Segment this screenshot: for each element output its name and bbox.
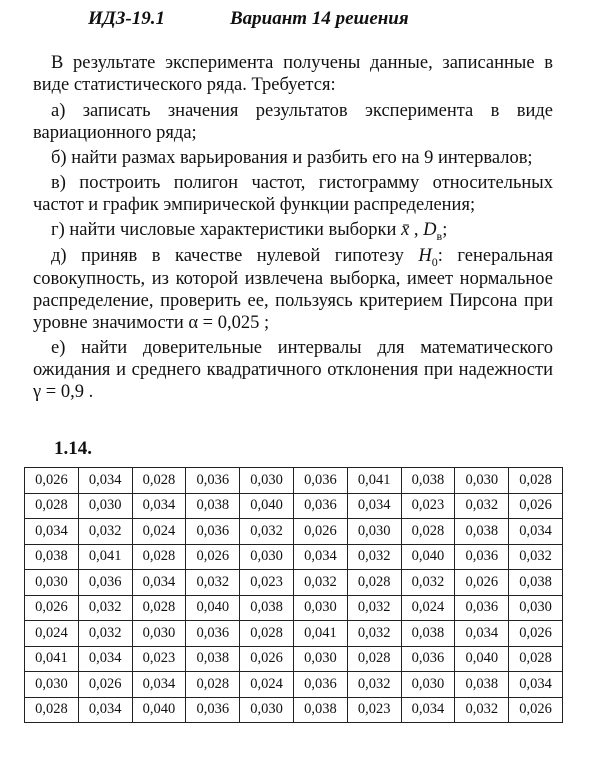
- data-table-body: [25, 468, 563, 723]
- table-cell: 0,032: [347, 621, 401, 647]
- table-cell: 0,026: [240, 646, 294, 672]
- table-cell: 0,036: [293, 672, 347, 698]
- table-cell: 0,038: [240, 595, 294, 621]
- table-cell: 0,034: [509, 672, 563, 698]
- sample-variance-subscript: в: [436, 229, 443, 243]
- table-row: [25, 646, 563, 672]
- task-item-f: е) найти доверительные интервалы для математического ожидания и среднего квадратичного отклонения при надежности γ = 0,9 .: [33, 338, 553, 402]
- table-cell: 0,032: [186, 570, 240, 596]
- task-item-c: в) построить полигон частот, гистограмму относительных частот и график эмпирической функции распределения;: [33, 173, 553, 215]
- table-cell: 0,023: [240, 570, 294, 596]
- table-cell: 0,034: [347, 493, 401, 519]
- table-cell: 0,026: [509, 621, 563, 647]
- table-cell: 0,030: [25, 570, 79, 596]
- table-cell: 0,032: [347, 544, 401, 570]
- table-cell: 0,040: [455, 646, 509, 672]
- task-item-e: [33, 245, 553, 334]
- task-item-d-comma: ,: [409, 220, 424, 240]
- task-item-b: б) найти размах варьирования и разбить его на 9 интервалов;: [51, 148, 533, 168]
- table-cell: 0,030: [78, 493, 132, 519]
- table-cell: 0,024: [132, 519, 186, 545]
- table-cell: 0,038: [186, 493, 240, 519]
- table-cell: 0,034: [78, 468, 132, 494]
- table-cell: 0,026: [186, 544, 240, 570]
- table-cell: 0,034: [25, 519, 79, 545]
- table-cell: 0,028: [132, 595, 186, 621]
- table-cell: 0,028: [132, 468, 186, 494]
- table-cell: 0,038: [25, 544, 79, 570]
- table-cell: 0,030: [240, 468, 294, 494]
- page-header: [0, 8, 598, 34]
- table-row: [25, 570, 563, 596]
- table-cell: 0,040: [240, 493, 294, 519]
- table-cell: 0,036: [293, 468, 347, 494]
- table-cell: 0,028: [347, 646, 401, 672]
- task-intro: В результате эксперимента получены данные, записанные в виде статистического ряда. Требуется:: [33, 53, 553, 95]
- table-cell: 0,030: [347, 519, 401, 545]
- table-row: [25, 493, 563, 519]
- table-cell: 0,028: [347, 570, 401, 596]
- table-cell: 0,038: [455, 672, 509, 698]
- table-cell: 0,032: [509, 544, 563, 570]
- table-cell: 0,041: [78, 544, 132, 570]
- table-cell: 0,034: [78, 697, 132, 723]
- table-cell: 0,036: [78, 570, 132, 596]
- table-cell: 0,040: [186, 595, 240, 621]
- table-row: [25, 468, 563, 494]
- table-cell: 0,030: [293, 646, 347, 672]
- table-row: [25, 621, 563, 647]
- table-cell: 0,030: [132, 621, 186, 647]
- table-cell: 0,026: [25, 595, 79, 621]
- table-cell: 0,026: [293, 519, 347, 545]
- table-cell: 0,032: [455, 697, 509, 723]
- table-row: [25, 697, 563, 723]
- table-cell: 0,032: [347, 672, 401, 698]
- table-cell: 0,034: [78, 646, 132, 672]
- table-cell: 0,032: [240, 519, 294, 545]
- hypothesis-symbol: H: [418, 246, 432, 266]
- table-cell: 0,028: [509, 468, 563, 494]
- table-cell: 0,036: [293, 493, 347, 519]
- table-cell: 0,026: [455, 570, 509, 596]
- table-cell: 0,038: [455, 519, 509, 545]
- table-cell: 0,026: [78, 672, 132, 698]
- table-cell: 0,041: [293, 621, 347, 647]
- table-cell: 0,036: [186, 519, 240, 545]
- table-cell: 0,032: [347, 595, 401, 621]
- table-cell: 0,023: [401, 493, 455, 519]
- task-item-d-suffix: ;: [442, 220, 448, 240]
- task-item-e-prefix: д) приняв в качестве нулевой гипотезу: [51, 246, 419, 266]
- table-cell: 0,034: [455, 621, 509, 647]
- table-cell: 0,036: [401, 646, 455, 672]
- assignment-code: ИДЗ-19.1: [88, 8, 166, 29]
- table-row: [25, 672, 563, 698]
- table-cell: 0,036: [186, 697, 240, 723]
- table-cell: 0,024: [401, 595, 455, 621]
- table-cell: 0,023: [132, 646, 186, 672]
- table-cell: 0,030: [455, 468, 509, 494]
- table-cell: 0,038: [401, 468, 455, 494]
- table-cell: 0,041: [25, 646, 79, 672]
- table-cell: 0,032: [78, 519, 132, 545]
- table-cell: 0,034: [401, 697, 455, 723]
- table-cell: 0,036: [455, 595, 509, 621]
- problem-number: 1.14.: [54, 438, 92, 459]
- table-cell: 0,024: [240, 672, 294, 698]
- table-cell: 0,036: [186, 621, 240, 647]
- table-cell: 0,036: [455, 544, 509, 570]
- table-cell: 0,028: [240, 621, 294, 647]
- table-cell: 0,041: [347, 468, 401, 494]
- table-cell: 0,028: [25, 493, 79, 519]
- task-item-e-suffix: : генеральная совокупность, из которой извлечена выборка, имеет нормальное распределение, проверить ее, пользуясь критерием Пирсона при уровне значимости α = 0,025 ;: [33, 246, 553, 333]
- table-cell: 0,030: [25, 672, 79, 698]
- table-cell: 0,030: [240, 544, 294, 570]
- task-item-d: [33, 219, 553, 242]
- table-cell: 0,023: [347, 697, 401, 723]
- table-cell: 0,026: [509, 493, 563, 519]
- table-cell: 0,028: [401, 519, 455, 545]
- table-cell: 0,034: [293, 544, 347, 570]
- sample-variance-symbol: D: [423, 220, 437, 240]
- table-cell: 0,040: [132, 697, 186, 723]
- table-cell: 0,038: [509, 570, 563, 596]
- task-item-d-prefix: г) найти числовые характеристики выборки: [51, 220, 402, 240]
- table-cell: 0,026: [25, 468, 79, 494]
- table-cell: 0,030: [293, 595, 347, 621]
- table-row: [25, 519, 563, 545]
- table-cell: 0,028: [25, 697, 79, 723]
- table-cell: 0,026: [509, 697, 563, 723]
- table-cell: 0,030: [509, 595, 563, 621]
- table-row: [25, 595, 563, 621]
- table-cell: 0,032: [455, 493, 509, 519]
- table-cell: 0,040: [401, 544, 455, 570]
- table-cell: 0,032: [78, 621, 132, 647]
- table-cell: 0,028: [186, 672, 240, 698]
- table-cell: 0,036: [186, 468, 240, 494]
- table-cell: 0,038: [186, 646, 240, 672]
- data-table: [24, 467, 563, 723]
- table-cell: 0,034: [509, 519, 563, 545]
- table-cell: 0,038: [293, 697, 347, 723]
- task-item-a: а) записать значения результатов эксперимента в виде вариационного ряда;: [33, 101, 553, 143]
- sample-mean-symbol: x̄: [401, 220, 410, 240]
- table-cell: 0,028: [132, 544, 186, 570]
- table-cell: 0,032: [401, 570, 455, 596]
- table-cell: 0,032: [78, 595, 132, 621]
- table-cell: 0,032: [293, 570, 347, 596]
- table-cell: 0,028: [509, 646, 563, 672]
- table-cell: 0,030: [401, 672, 455, 698]
- task-description: [33, 52, 553, 406]
- table-cell: 0,034: [132, 672, 186, 698]
- table-row: [25, 544, 563, 570]
- table-cell: 0,038: [401, 621, 455, 647]
- table-cell: 0,034: [132, 493, 186, 519]
- table-cell: 0,030: [240, 697, 294, 723]
- table-cell: 0,024: [25, 621, 79, 647]
- variant-title: Вариант 14 решения: [230, 8, 409, 29]
- table-cell: 0,034: [132, 570, 186, 596]
- hypothesis-subscript: 0: [431, 255, 438, 269]
